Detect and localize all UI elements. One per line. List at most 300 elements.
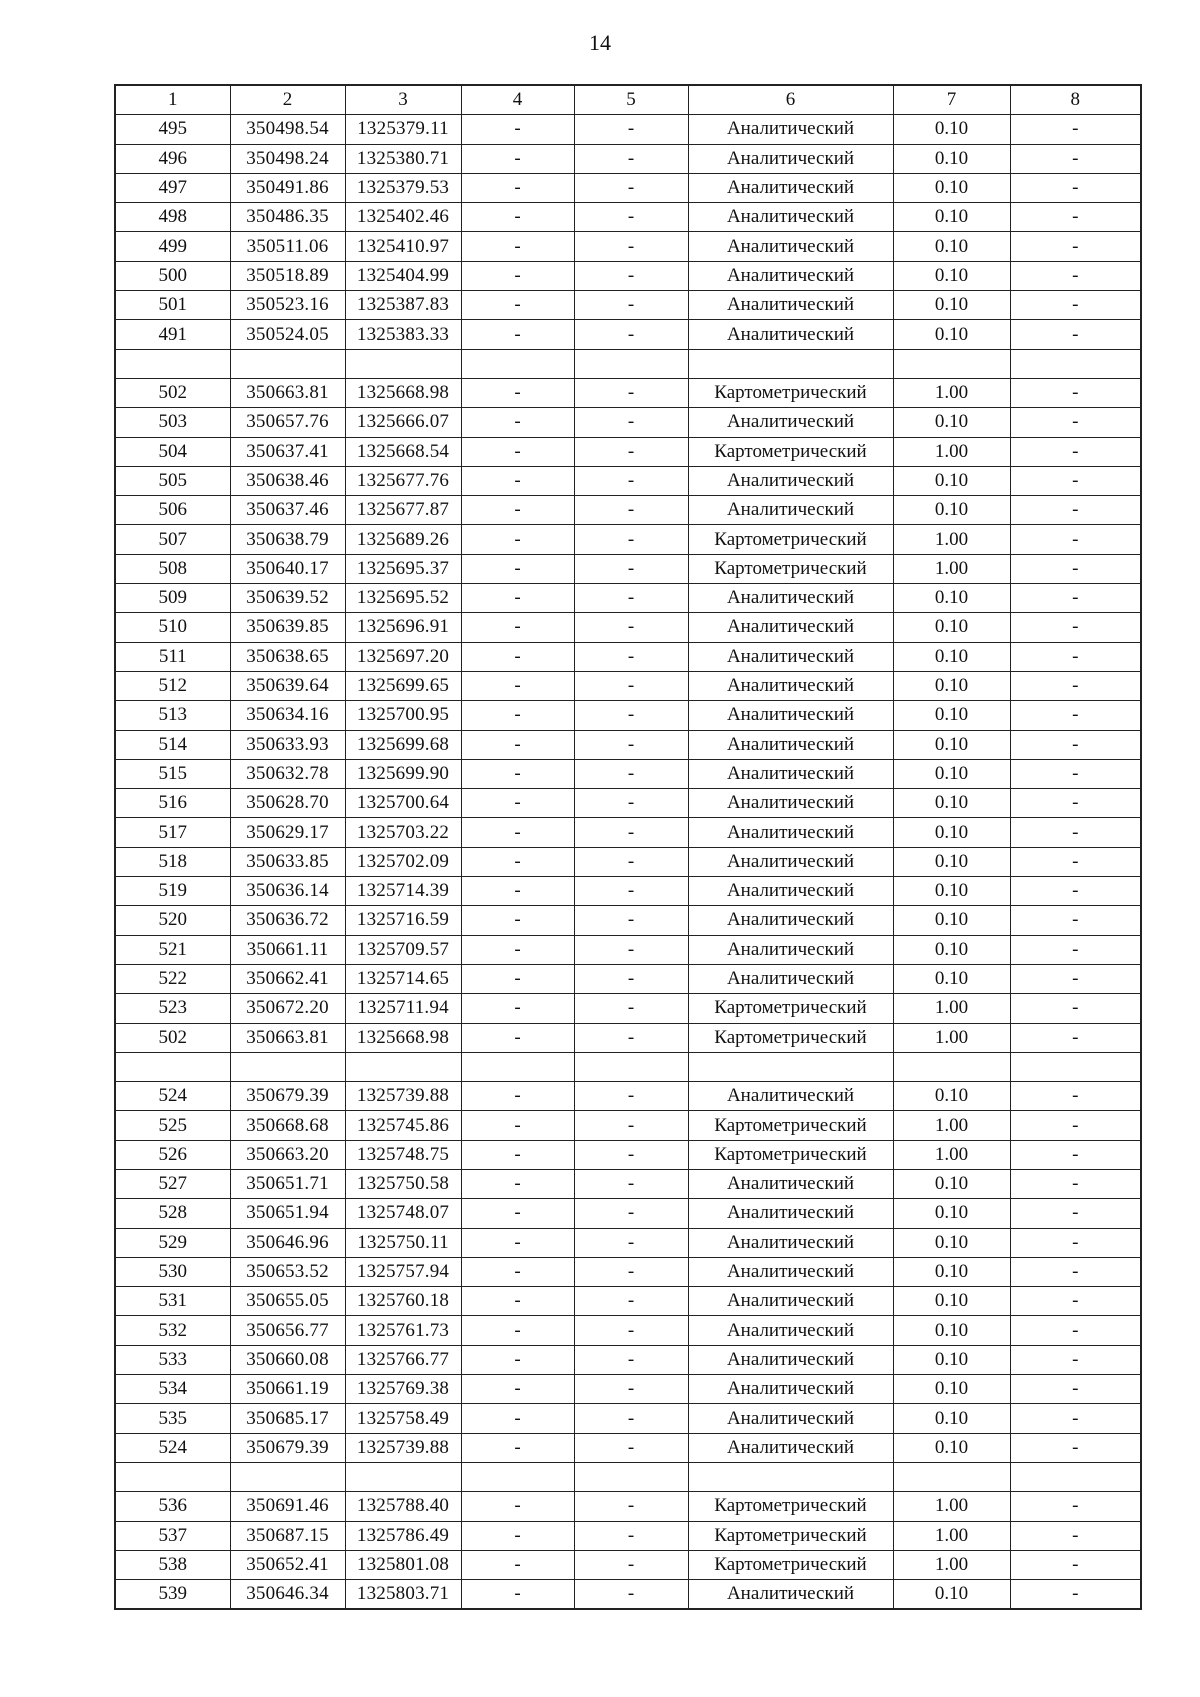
table-cell: 496 xyxy=(115,144,230,173)
table-cell: 0.10 xyxy=(893,584,1010,613)
table-cell: 0.10 xyxy=(893,291,1010,320)
table-cell: 1325739.88 xyxy=(345,1433,461,1462)
table-cell: - xyxy=(574,1433,688,1462)
table-cell: - xyxy=(1010,818,1141,847)
table-row xyxy=(115,584,1141,613)
table-cell: - xyxy=(1010,1169,1141,1198)
table-cell xyxy=(688,1052,893,1081)
table-cell: Аналитический xyxy=(688,1404,893,1433)
table-cell: 350511.06 xyxy=(230,232,345,261)
table-row xyxy=(115,994,1141,1023)
table-cell: - xyxy=(1010,935,1141,964)
table-cell: - xyxy=(574,1082,688,1111)
table-cell: 350633.85 xyxy=(230,847,345,876)
table-cell xyxy=(1010,349,1141,378)
table-cell: 0.10 xyxy=(893,906,1010,935)
table-cell: - xyxy=(1010,1521,1141,1550)
table-cell: 516 xyxy=(115,789,230,818)
table-cell: - xyxy=(574,1550,688,1579)
table-cell: - xyxy=(461,906,574,935)
table-row xyxy=(115,466,1141,495)
table-cell: - xyxy=(461,1140,574,1169)
table-cell: - xyxy=(1010,1082,1141,1111)
table-row xyxy=(115,1492,1141,1521)
column-header: 3 xyxy=(345,85,461,115)
table-row xyxy=(115,1169,1141,1198)
table-cell: - xyxy=(574,1580,688,1610)
table-cell: Аналитический xyxy=(688,1257,893,1286)
table-cell: 0.10 xyxy=(893,1169,1010,1198)
table-cell: 0.10 xyxy=(893,671,1010,700)
table-cell: 0.10 xyxy=(893,496,1010,525)
table-cell: - xyxy=(574,1492,688,1521)
table-cell: - xyxy=(1010,408,1141,437)
table-cell: 1325758.49 xyxy=(345,1404,461,1433)
table-cell xyxy=(574,1462,688,1491)
table-cell: 522 xyxy=(115,964,230,993)
table-cell: - xyxy=(461,701,574,730)
table-cell: 350672.20 xyxy=(230,994,345,1023)
table-cell: 350523.16 xyxy=(230,291,345,320)
table-cell: - xyxy=(1010,671,1141,700)
table-cell: 350638.46 xyxy=(230,466,345,495)
table-cell: 515 xyxy=(115,759,230,788)
table-cell: - xyxy=(1010,1345,1141,1374)
table-cell: 1325379.11 xyxy=(345,115,461,144)
table-cell: 350639.52 xyxy=(230,584,345,613)
table-cell: Аналитический xyxy=(688,1199,893,1228)
table-cell: - xyxy=(574,584,688,613)
table-cell: 1.00 xyxy=(893,1111,1010,1140)
table-cell: 502 xyxy=(115,378,230,407)
table-cell: 0.10 xyxy=(893,408,1010,437)
table-cell xyxy=(345,349,461,378)
table-cell: 1325788.40 xyxy=(345,1492,461,1521)
table-cell: - xyxy=(574,408,688,437)
table-cell: 519 xyxy=(115,877,230,906)
table-cell: Аналитический xyxy=(688,701,893,730)
table-cell: 0.10 xyxy=(893,1433,1010,1462)
table-row xyxy=(115,1140,1141,1169)
table-cell: 350656.77 xyxy=(230,1316,345,1345)
table-cell: - xyxy=(461,847,574,876)
table-cell: - xyxy=(574,818,688,847)
table-cell: - xyxy=(574,1521,688,1550)
table-cell: - xyxy=(574,203,688,232)
table-cell: Аналитический xyxy=(688,173,893,202)
table-cell: - xyxy=(1010,877,1141,906)
table-cell: Аналитический xyxy=(688,964,893,993)
table-cell: - xyxy=(461,1404,574,1433)
table-cell: 0.10 xyxy=(893,877,1010,906)
table-cell: - xyxy=(574,1257,688,1286)
table-cell: - xyxy=(1010,232,1141,261)
table-cell: 1325760.18 xyxy=(345,1287,461,1316)
table-cell: 1325769.38 xyxy=(345,1375,461,1404)
table-cell: 528 xyxy=(115,1199,230,1228)
table-cell: - xyxy=(461,173,574,202)
table-cell: - xyxy=(461,554,574,583)
table-cell: 520 xyxy=(115,906,230,935)
table-cell: - xyxy=(461,232,574,261)
table-row xyxy=(115,261,1141,290)
table-cell: 1325748.07 xyxy=(345,1199,461,1228)
table-cell: Картометрический xyxy=(688,1521,893,1550)
table-cell: 1325689.26 xyxy=(345,525,461,554)
table-cell: 1.00 xyxy=(893,1492,1010,1521)
table-cell: Картометрический xyxy=(688,554,893,583)
table-cell: - xyxy=(574,115,688,144)
table-cell: 1325714.65 xyxy=(345,964,461,993)
table-cell xyxy=(345,1052,461,1081)
table-row xyxy=(115,144,1141,173)
table-cell: 350633.93 xyxy=(230,730,345,759)
table-cell: 350685.17 xyxy=(230,1404,345,1433)
table-cell: - xyxy=(574,759,688,788)
table-cell: 1325699.90 xyxy=(345,759,461,788)
table-row xyxy=(115,847,1141,876)
table-cell: 350637.46 xyxy=(230,496,345,525)
table-cell: - xyxy=(1010,1316,1141,1345)
table-cell: 1.00 xyxy=(893,1023,1010,1052)
table-cell: - xyxy=(574,144,688,173)
table-cell: - xyxy=(461,1257,574,1286)
table-cell: 503 xyxy=(115,408,230,437)
table-cell: - xyxy=(574,1140,688,1169)
table-cell: 525 xyxy=(115,1111,230,1140)
column-header: 2 xyxy=(230,85,345,115)
table-cell: - xyxy=(1010,730,1141,759)
table-cell: Аналитический xyxy=(688,1375,893,1404)
table-cell: 0.10 xyxy=(893,466,1010,495)
table-cell: - xyxy=(461,144,574,173)
table-cell xyxy=(115,349,230,378)
table-cell: - xyxy=(1010,1257,1141,1286)
table-cell: - xyxy=(461,584,574,613)
table-cell: 1325699.65 xyxy=(345,671,461,700)
table-cell: - xyxy=(1010,320,1141,349)
table-cell: 350660.08 xyxy=(230,1345,345,1374)
table-cell: - xyxy=(574,701,688,730)
table-cell: 0.10 xyxy=(893,1257,1010,1286)
table-cell: - xyxy=(461,203,574,232)
table-cell: Аналитический xyxy=(688,291,893,320)
table-cell xyxy=(115,1052,230,1081)
table-row xyxy=(115,1257,1141,1286)
table-cell: 350640.17 xyxy=(230,554,345,583)
table-cell: - xyxy=(574,525,688,554)
table-cell xyxy=(461,349,574,378)
table-row xyxy=(115,1082,1141,1111)
table-cell: - xyxy=(574,877,688,906)
table-row xyxy=(115,291,1141,320)
table-cell: 0.10 xyxy=(893,730,1010,759)
table-cell: - xyxy=(574,1316,688,1345)
table-cell: - xyxy=(1010,789,1141,818)
column-header: 4 xyxy=(461,85,574,115)
table-cell: 0.10 xyxy=(893,847,1010,876)
table-cell: Аналитический xyxy=(688,232,893,261)
table-cell: - xyxy=(461,1199,574,1228)
table-cell: - xyxy=(1010,1404,1141,1433)
table-row xyxy=(115,935,1141,964)
table-cell: Аналитический xyxy=(688,584,893,613)
table-cell: Аналитический xyxy=(688,613,893,642)
table-cell: - xyxy=(574,232,688,261)
table-cell: - xyxy=(574,847,688,876)
table-cell: 350679.39 xyxy=(230,1082,345,1111)
table-cell: 1325668.98 xyxy=(345,378,461,407)
table-cell: 1325668.54 xyxy=(345,437,461,466)
table-cell xyxy=(893,1052,1010,1081)
table-cell: - xyxy=(1010,642,1141,671)
table-row xyxy=(115,232,1141,261)
table-cell xyxy=(688,349,893,378)
table-cell: - xyxy=(1010,291,1141,320)
table-cell: 1325786.49 xyxy=(345,1521,461,1550)
table-cell: 523 xyxy=(115,994,230,1023)
table-cell: 1325699.68 xyxy=(345,730,461,759)
table-cell: 1325761.73 xyxy=(345,1316,461,1345)
table-cell: 350638.79 xyxy=(230,525,345,554)
table-cell: Аналитический xyxy=(688,261,893,290)
table-cell: - xyxy=(574,1228,688,1257)
table-cell: - xyxy=(1010,847,1141,876)
table-cell: - xyxy=(461,1521,574,1550)
table-cell: 0.10 xyxy=(893,232,1010,261)
table-cell: - xyxy=(461,935,574,964)
table-cell: 1325383.33 xyxy=(345,320,461,349)
table-cell: 0.10 xyxy=(893,1316,1010,1345)
table-cell: 350639.64 xyxy=(230,671,345,700)
table-cell: Картометрический xyxy=(688,1550,893,1579)
table-cell: - xyxy=(1010,144,1141,173)
table-cell: - xyxy=(461,291,574,320)
table-row xyxy=(115,964,1141,993)
table-cell: 1325750.58 xyxy=(345,1169,461,1198)
table-cell: Аналитический xyxy=(688,759,893,788)
table-cell: - xyxy=(1010,1550,1141,1579)
table-cell: Картометрический xyxy=(688,994,893,1023)
table-cell: 502 xyxy=(115,1023,230,1052)
table-cell: - xyxy=(461,613,574,642)
table-cell: - xyxy=(1010,1433,1141,1462)
table-cell: - xyxy=(461,730,574,759)
table-cell: 517 xyxy=(115,818,230,847)
table-cell: - xyxy=(574,1287,688,1316)
table-cell: 0.10 xyxy=(893,1345,1010,1374)
table-cell: 1325677.76 xyxy=(345,466,461,495)
table-cell xyxy=(574,349,688,378)
table-row xyxy=(115,1023,1141,1052)
table-cell: - xyxy=(1010,554,1141,583)
table-cell: - xyxy=(461,115,574,144)
table-cell: - xyxy=(461,877,574,906)
table-cell: 1.00 xyxy=(893,525,1010,554)
table-cell: 350651.71 xyxy=(230,1169,345,1198)
table-cell: - xyxy=(1010,525,1141,554)
table-cell: 510 xyxy=(115,613,230,642)
table-cell: - xyxy=(461,789,574,818)
table-cell: Аналитический xyxy=(688,1580,893,1610)
table-cell: 350657.76 xyxy=(230,408,345,437)
table-cell: 1325695.52 xyxy=(345,584,461,613)
table-cell: - xyxy=(574,1375,688,1404)
table-cell: - xyxy=(461,642,574,671)
table-cell xyxy=(230,1052,345,1081)
table-cell: - xyxy=(574,261,688,290)
table-cell: Аналитический xyxy=(688,1433,893,1462)
table-cell: 1325696.91 xyxy=(345,613,461,642)
table-row xyxy=(115,408,1141,437)
table-cell: 501 xyxy=(115,291,230,320)
table-cell: - xyxy=(461,671,574,700)
table-cell: Аналитический xyxy=(688,671,893,700)
table-cell: Аналитический xyxy=(688,818,893,847)
table-cell: Картометрический xyxy=(688,1111,893,1140)
table-row xyxy=(115,1580,1141,1610)
table-cell: - xyxy=(1010,203,1141,232)
table-cell: 350646.96 xyxy=(230,1228,345,1257)
table-cell: 537 xyxy=(115,1521,230,1550)
table-cell: 1325666.07 xyxy=(345,408,461,437)
table-cell: 350524.05 xyxy=(230,320,345,349)
table-cell: - xyxy=(461,818,574,847)
table-cell: - xyxy=(1010,1228,1141,1257)
table-cell: - xyxy=(574,642,688,671)
table-cell: 1.00 xyxy=(893,994,1010,1023)
table-cell: - xyxy=(574,1345,688,1374)
table-cell: - xyxy=(1010,1580,1141,1610)
table-cell: - xyxy=(461,1316,574,1345)
table-cell: 539 xyxy=(115,1580,230,1610)
table-cell: 350663.20 xyxy=(230,1140,345,1169)
table-row xyxy=(115,173,1141,202)
table-cell: 350637.41 xyxy=(230,437,345,466)
table-cell: - xyxy=(1010,1492,1141,1521)
table-cell: - xyxy=(461,1228,574,1257)
table-row xyxy=(115,1199,1141,1228)
table-cell: - xyxy=(574,1023,688,1052)
table-cell: - xyxy=(1010,906,1141,935)
table-cell xyxy=(461,1462,574,1491)
table-cell: 1325745.86 xyxy=(345,1111,461,1140)
table-cell: Аналитический xyxy=(688,1287,893,1316)
table-cell: 0.10 xyxy=(893,613,1010,642)
table-cell: 350668.68 xyxy=(230,1111,345,1140)
table-cell: - xyxy=(461,1345,574,1374)
table-cell: 499 xyxy=(115,232,230,261)
table-cell: - xyxy=(1010,701,1141,730)
table-cell: Аналитический xyxy=(688,642,893,671)
table-cell: - xyxy=(461,1433,574,1462)
table-cell xyxy=(345,1462,461,1491)
table-cell: 1325766.77 xyxy=(345,1345,461,1374)
table-body xyxy=(115,115,1141,1610)
table-cell: - xyxy=(461,1375,574,1404)
table-cell: Аналитический xyxy=(688,203,893,232)
table-row xyxy=(115,877,1141,906)
table-cell: 350651.94 xyxy=(230,1199,345,1228)
table-cell: 1325803.71 xyxy=(345,1580,461,1610)
table-cell: 531 xyxy=(115,1287,230,1316)
table-cell: 350486.35 xyxy=(230,203,345,232)
table-cell: - xyxy=(574,320,688,349)
table-cell xyxy=(115,1462,230,1491)
table-cell: - xyxy=(461,1169,574,1198)
table-row xyxy=(115,1550,1141,1579)
table-cell: 0.10 xyxy=(893,144,1010,173)
table-cell: Картометрический xyxy=(688,525,893,554)
table-cell: 0.10 xyxy=(893,642,1010,671)
table-cell: - xyxy=(461,1111,574,1140)
table-cell: - xyxy=(1010,964,1141,993)
table-cell: 1325757.94 xyxy=(345,1257,461,1286)
table-cell: 1325695.37 xyxy=(345,554,461,583)
table-row xyxy=(115,1404,1141,1433)
table-cell: 498 xyxy=(115,203,230,232)
table-cell: 1325801.08 xyxy=(345,1550,461,1579)
table-cell: 0.10 xyxy=(893,1580,1010,1610)
table-cell: - xyxy=(461,261,574,290)
table-cell: 350628.70 xyxy=(230,789,345,818)
table-cell: 0.10 xyxy=(893,173,1010,202)
table-cell: 350634.16 xyxy=(230,701,345,730)
table-cell: 350518.89 xyxy=(230,261,345,290)
table-cell: 526 xyxy=(115,1140,230,1169)
table-cell: Аналитический xyxy=(688,847,893,876)
table-cell: - xyxy=(461,1287,574,1316)
table-cell: - xyxy=(1010,261,1141,290)
table-row xyxy=(115,613,1141,642)
table-cell: - xyxy=(574,1404,688,1433)
table-cell: 500 xyxy=(115,261,230,290)
table-row xyxy=(115,1316,1141,1345)
table-cell: 0.10 xyxy=(893,115,1010,144)
table-cell: - xyxy=(1010,437,1141,466)
table-cell: 350663.81 xyxy=(230,1023,345,1052)
column-header: 8 xyxy=(1010,85,1141,115)
table-cell: - xyxy=(1010,1111,1141,1140)
table-cell: 1325700.95 xyxy=(345,701,461,730)
table-cell: 1325748.75 xyxy=(345,1140,461,1169)
table-row xyxy=(115,320,1141,349)
table-cell: - xyxy=(574,437,688,466)
table-cell: 0.10 xyxy=(893,1404,1010,1433)
table-cell: Картометрический xyxy=(688,378,893,407)
table-cell: Аналитический xyxy=(688,144,893,173)
table-cell: Аналитический xyxy=(688,1082,893,1111)
table-cell: - xyxy=(574,671,688,700)
table-cell: 350646.34 xyxy=(230,1580,345,1610)
table-cell: - xyxy=(461,378,574,407)
table-cell: Аналитический xyxy=(688,466,893,495)
table-row xyxy=(115,1345,1141,1374)
table-cell: 350498.54 xyxy=(230,115,345,144)
table-row xyxy=(115,554,1141,583)
table-cell: 506 xyxy=(115,496,230,525)
table-row xyxy=(115,525,1141,554)
table-cell xyxy=(893,349,1010,378)
table-cell: - xyxy=(461,496,574,525)
table-cell: - xyxy=(461,1023,574,1052)
table-row xyxy=(115,1433,1141,1462)
table-cell: - xyxy=(1010,115,1141,144)
table-cell: 0.10 xyxy=(893,964,1010,993)
table-cell: - xyxy=(1010,173,1141,202)
table-cell: 350491.86 xyxy=(230,173,345,202)
table-cell: 512 xyxy=(115,671,230,700)
